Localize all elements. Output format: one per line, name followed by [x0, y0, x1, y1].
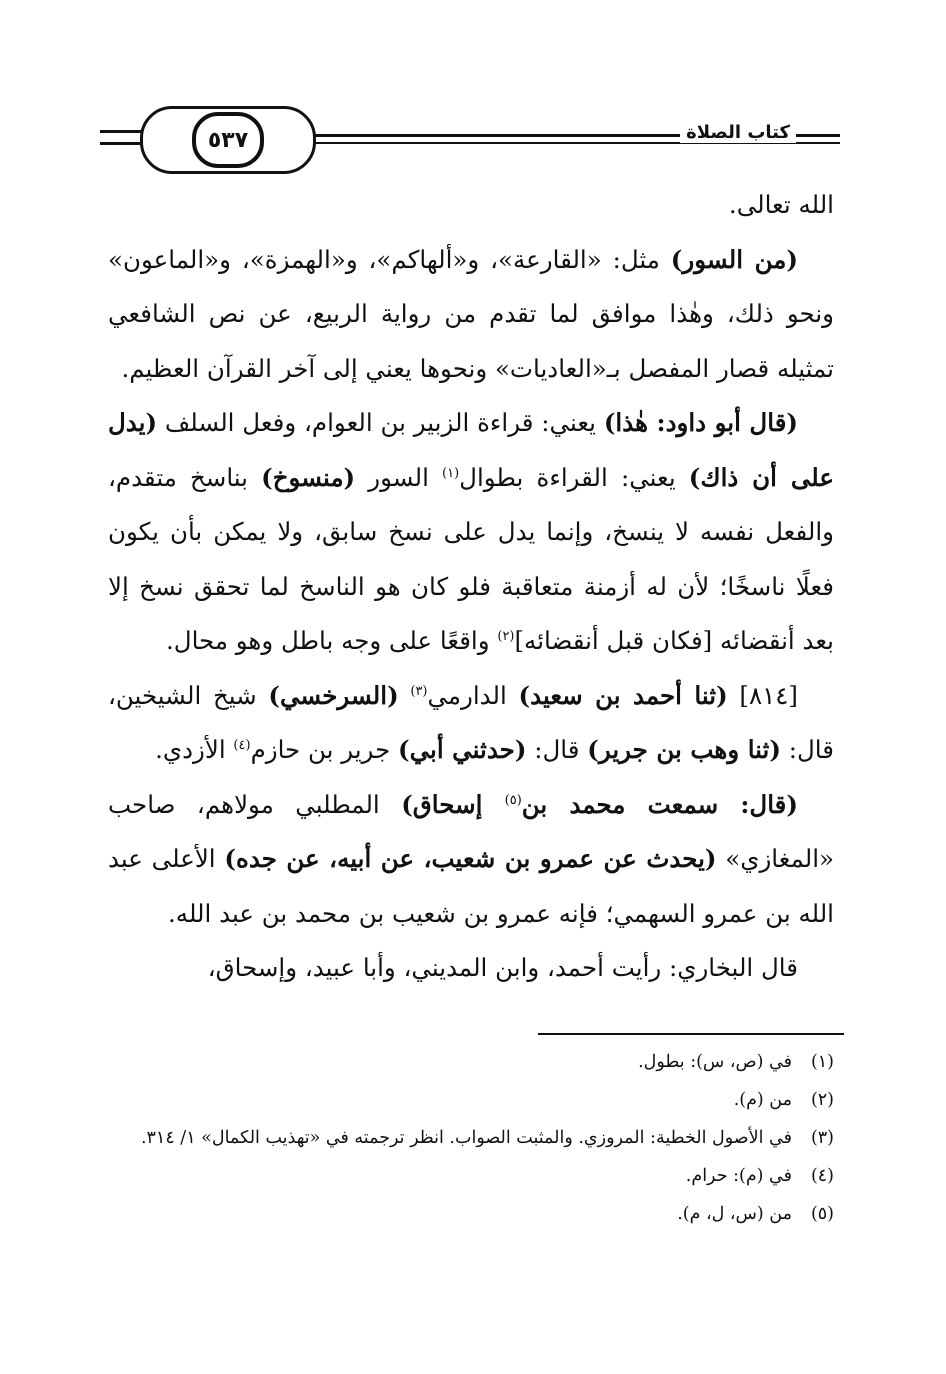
- bold-run: (يدل على أن ذاك): [108, 408, 834, 492]
- text-run: المطلبي مولاهم، صاحب «المغازي»: [108, 789, 834, 873]
- footnote-number: (٤): [810, 1166, 834, 1186]
- footnote: [108, 1157, 834, 1195]
- text-run: الله تعالى.: [728, 190, 834, 219]
- text-run: يعني: القراءة بطوال: [459, 462, 689, 492]
- main-text: [108, 178, 834, 996]
- footnote-text: في (ص، س): بطول.: [638, 1052, 792, 1072]
- footnotes: [108, 1043, 834, 1233]
- footnote-number: (٥): [810, 1204, 834, 1224]
- bold-run: (قال أبو داود: هٰذا): [603, 408, 799, 437]
- paragraph: [108, 669, 834, 778]
- paragraph: [108, 941, 834, 996]
- bold-run: (قال: سمعت محمد بن: [521, 789, 798, 819]
- bold-run: (ثنا أحمد بن سعيد): [518, 680, 728, 710]
- footnote: [108, 1043, 834, 1081]
- page-number: ٥٣٧: [192, 112, 264, 168]
- footnote-text: من (س، ل، م).: [677, 1204, 792, 1224]
- bold-run: (منسوخ): [261, 462, 356, 492]
- chapter-title: كتاب الصلاة: [680, 122, 796, 143]
- footnote-ref: (١): [442, 465, 460, 481]
- footnote-ref: (٥): [504, 792, 522, 808]
- footnote: [108, 1119, 834, 1157]
- bold-run: (يحدث عن عمرو بن شعيب، عن أبيه، عن جده): [224, 844, 717, 873]
- text-run: شيخ الشيخين، قال:: [108, 680, 834, 764]
- bold-run: (ثنا وهب بن جرير): [587, 735, 781, 764]
- paragraph: [108, 178, 834, 233]
- text-run: الأزدي.: [155, 735, 234, 764]
- text-run: [399, 681, 411, 710]
- page-number-badge: [140, 106, 316, 174]
- footnote-text: في الأصول الخطية: المروزي. والمثبت الصواب. انظر ترجمته في «تهذيب الكمال» ١/ ٣١٤.: [140, 1128, 792, 1148]
- footnote-text: في (م): حرام.: [685, 1166, 792, 1186]
- footnote-ref: (٣): [410, 683, 428, 699]
- text-run: الدارمي: [427, 680, 519, 710]
- text-run: بناسخ متقدم، والفعل نفسه لا ينسخ، وإنما يدل على نسخ سابق، ولا يمكن بأن يكون فعلًا ناسخًا؛ لأن له أزمنة متعاقبة فلو كان هو الناسخ لما تحقق نسخ إلا بعد أنقضائه [فكان قبل أنقضائه]: [108, 462, 834, 655]
- text-run: واقعًا على وجه باطل وهو محال.: [165, 626, 498, 655]
- paragraph: [108, 396, 834, 669]
- footnote: [108, 1081, 834, 1119]
- paragraph: [108, 233, 834, 397]
- text-run: الأعلى عبد الله بن عمرو السهمي؛ فإنه عمرو بن شعيب بن محمد بن عبد الله.: [108, 844, 834, 928]
- bold-run: (السرخسي): [268, 680, 399, 710]
- footnote-separator: [538, 1033, 844, 1035]
- footnote: [108, 1195, 834, 1233]
- footnote-ref: (٢): [497, 628, 515, 644]
- text-run: السور: [355, 462, 443, 492]
- bold-run: (حدثني أبي): [398, 735, 527, 764]
- text-run: يعني: قراءة الزبير بن العوام، وفعل السلف: [157, 408, 604, 437]
- bold-run: إسحاق): [401, 789, 505, 819]
- text-run: [٨١٤]: [727, 680, 798, 710]
- text-run: قال:: [526, 735, 588, 764]
- bold-run: (من السور): [670, 244, 798, 274]
- footnote-number: (٢): [810, 1090, 834, 1110]
- text-run: جرير بن حازم: [250, 735, 399, 764]
- footnote-number: (١): [810, 1052, 834, 1072]
- text-run: قال البخاري: رأيت أحمد، وابن المديني، وأبا عبيد، وإسحاق،: [207, 953, 798, 982]
- text-run: مثل: «القارعة»، و«ألهاكم»، و«الهمزة»، و«الماعون» ونحو ذلك، وهٰذا موافق لما تقدم من رواية الربيع، عن نص الشافعي تمثيله قصار المفصل بـ«العاديات» ونحوها يعني إلى آخر القرآن العظيم.: [108, 244, 834, 383]
- footnote-number: (٣): [810, 1128, 834, 1148]
- paragraph: [108, 778, 834, 942]
- footnote-text: من (م).: [733, 1090, 792, 1110]
- footnote-ref: (٤): [233, 737, 251, 753]
- running-header: [100, 104, 840, 174]
